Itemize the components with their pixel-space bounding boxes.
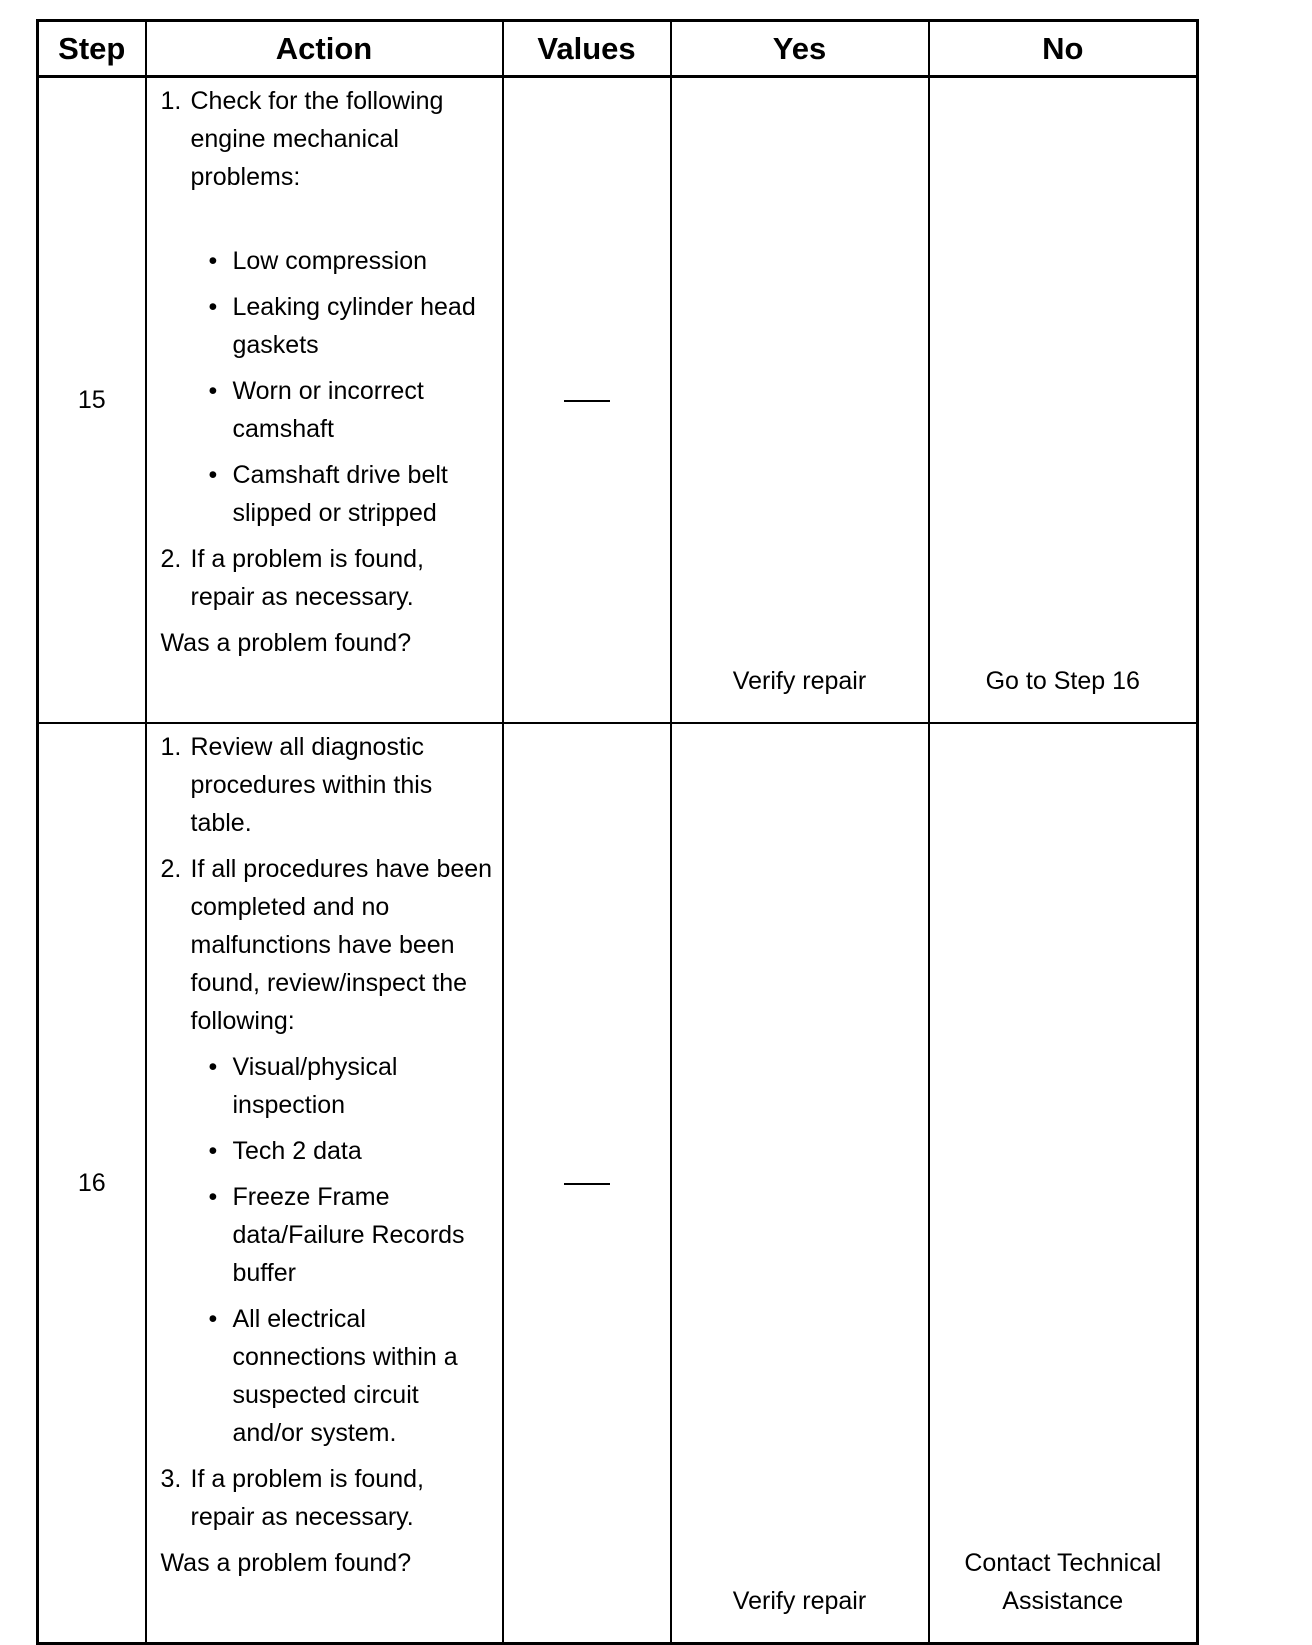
action-cell bbox=[146, 77, 503, 724]
step-number: 15 bbox=[38, 77, 146, 724]
no-result: Contact Technical Assistance bbox=[929, 723, 1198, 1644]
header-row bbox=[38, 21, 1198, 77]
action-item-2: 2. If a problem is found, repair as necessary. bbox=[160, 545, 424, 611]
bullet-list bbox=[161, 1048, 494, 1452]
diagnostic-table bbox=[36, 19, 1199, 1645]
yes-result: Verify repair bbox=[671, 77, 929, 724]
list-item: • Worn or incorrect camshaft bbox=[208, 377, 424, 443]
list-item: • All electrical connections within a suspected circuit and/or system. bbox=[208, 1305, 458, 1447]
table-row-step-16 bbox=[38, 723, 1198, 1644]
step-number: 16 bbox=[38, 723, 146, 1644]
header-step: Step bbox=[38, 21, 146, 77]
action-item-2: 2. If all procedures have been completed and no malfunctions have been found, review/inspect the following: bbox=[160, 855, 493, 1035]
header-yes: Yes bbox=[671, 21, 929, 77]
list-item: • Leaking cylinder head gaskets bbox=[208, 293, 476, 359]
list-item: • Low compression bbox=[208, 247, 428, 275]
header-no: No bbox=[929, 21, 1198, 77]
values-cell bbox=[503, 723, 671, 1644]
yes-result: Verify repair bbox=[671, 723, 929, 1644]
list-item: • Tech 2 data bbox=[208, 1137, 362, 1165]
action-item-1: 1. Review all diagnostic procedures within this table. bbox=[160, 733, 433, 837]
header-values: Values bbox=[503, 21, 671, 77]
empty-value-dash bbox=[564, 400, 610, 402]
bullet-list bbox=[161, 242, 494, 532]
table-row-step-15 bbox=[38, 77, 1198, 724]
question-text: Was a problem found? bbox=[160, 629, 412, 657]
values-cell bbox=[503, 77, 671, 724]
action-cell bbox=[146, 723, 503, 1644]
no-result: Go to Step 16 bbox=[929, 77, 1198, 724]
header-action: Action bbox=[146, 21, 503, 77]
question-text: Was a problem found? bbox=[160, 1549, 412, 1577]
list-item: • Camshaft drive belt slipped or stripped bbox=[208, 461, 448, 527]
empty-value-dash bbox=[564, 1183, 610, 1185]
list-item: • Freeze Frame data/Failure Records buffer bbox=[208, 1183, 465, 1287]
list-item: • Visual/physical inspection bbox=[208, 1053, 398, 1119]
action-item-1: 1. Check for the following engine mechanical problems: bbox=[160, 87, 444, 191]
action-item-3: 3. If a problem is found, repair as necessary. bbox=[160, 1465, 424, 1531]
